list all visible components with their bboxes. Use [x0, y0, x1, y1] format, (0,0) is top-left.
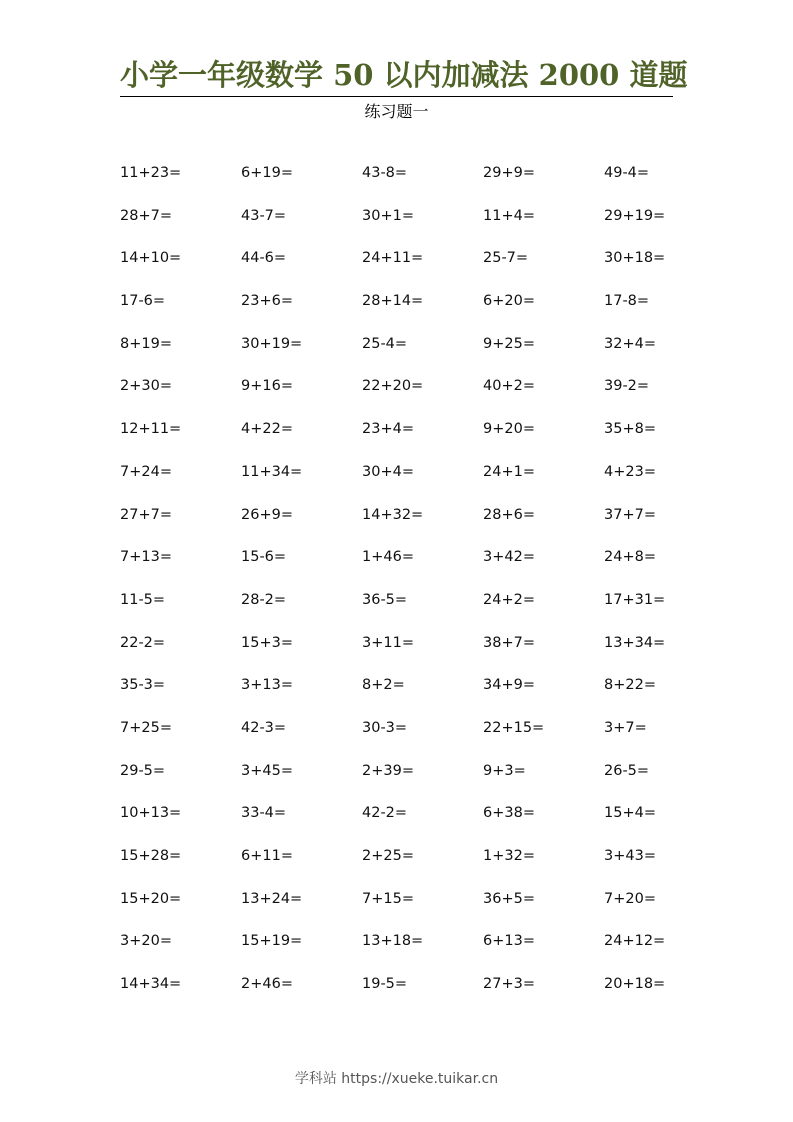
problem-item: 35+8=: [604, 421, 656, 438]
problem-item: 20+18=: [604, 976, 666, 993]
problem-item: 9+16=: [241, 378, 293, 395]
problem-row: [120, 203, 725, 246]
problem-item: 44-6=: [241, 250, 287, 267]
problem-item: 6+19=: [241, 165, 293, 181]
problem-item: 10+13=: [120, 805, 182, 822]
problem-item: 11-5=: [120, 591, 166, 608]
page-title: 小学一年级数学 50 以内加减法 2000 道题: [120, 58, 688, 92]
problem-row: [120, 928, 725, 971]
problem-item: 40+2=: [483, 378, 535, 395]
problem-item: 30+4=: [362, 463, 414, 480]
problem-item: 6+20=: [483, 293, 535, 310]
problem-item: 3+7=: [604, 719, 647, 736]
problem-item: 15+19=: [241, 933, 303, 950]
problem-item: 36-5=: [362, 591, 408, 608]
problem-row: [120, 630, 725, 673]
problem-item: 17-6=: [120, 293, 166, 310]
problem-item: 24+11=: [362, 250, 424, 267]
footer-source: 学科站 https://xueke.tuikar.cn: [294, 1071, 499, 1087]
problem-item: 3+11=: [362, 634, 414, 651]
problem-row: [120, 971, 725, 1014]
problem-item: 36+5=: [483, 890, 535, 907]
problem-item: 6+38=: [483, 805, 535, 822]
problem-item: 23+6=: [241, 293, 293, 310]
problem-item: 2+25=: [362, 848, 414, 864]
problem-item: 3+43=: [604, 848, 656, 864]
problem-item: 1+32=: [483, 848, 535, 864]
problem-item: 25-7=: [483, 250, 529, 267]
problem-item: 39-2=: [604, 378, 650, 395]
problem-item: 30+18=: [604, 250, 666, 267]
problem-item: 29+9=: [483, 165, 535, 181]
problem-item: 27+3=: [483, 976, 535, 993]
problem-item: 28+6=: [483, 506, 535, 523]
problem-row: [120, 160, 725, 203]
problem-item: 8+22=: [604, 677, 656, 694]
problem-item: 43-8=: [362, 165, 408, 181]
problem-item: 11+4=: [483, 207, 535, 224]
problem-row: [120, 502, 725, 545]
problem-item: 9+25=: [483, 335, 535, 352]
problem-item: 43-7=: [241, 207, 287, 224]
problem-item: 7+15=: [362, 890, 414, 907]
problem-row: [120, 886, 725, 929]
problem-item: 15+3=: [241, 634, 293, 651]
problem-grid: [120, 160, 725, 1014]
problem-item: 12+11=: [120, 421, 182, 438]
problem-item: 8+19=: [120, 335, 172, 352]
problem-item: 30+19=: [241, 335, 303, 352]
problem-item: 3+45=: [241, 762, 293, 779]
problem-item: 25-4=: [362, 335, 408, 352]
problem-item: 7+13=: [120, 549, 172, 566]
problem-item: 9+3=: [483, 762, 526, 779]
problem-item: 19-5=: [362, 976, 408, 993]
problem-item: 13+18=: [362, 933, 424, 950]
problem-item: 33-4=: [241, 805, 287, 822]
problem-item: 14+10=: [120, 250, 182, 267]
problem-item: 13+24=: [241, 890, 303, 907]
problem-item: 3+42=: [483, 549, 535, 566]
problem-item: 37+7=: [604, 506, 656, 523]
problem-row: [120, 715, 725, 758]
problem-item: 28-2=: [241, 591, 287, 608]
problem-row: [120, 544, 725, 587]
problem-item: 26-5=: [604, 762, 650, 779]
problem-item: 3+20=: [120, 933, 172, 950]
problem-item: 28+14=: [362, 293, 424, 310]
problem-item: 11+34=: [241, 463, 303, 480]
problem-item: 2+39=: [362, 762, 414, 779]
problem-item: 28+7=: [120, 207, 172, 224]
problem-item: 24+8=: [604, 549, 656, 566]
problem-item: 6+11=: [241, 848, 293, 864]
problem-item: 26+9=: [241, 506, 293, 523]
problem-row: [120, 800, 725, 843]
problem-item: 30-3=: [362, 719, 408, 736]
problem-item: 24+12=: [604, 933, 666, 950]
problem-row: [120, 245, 725, 288]
problem-item: 30+1=: [362, 207, 414, 224]
problem-item: 35-3=: [120, 677, 166, 694]
problem-item: 7+20=: [604, 890, 656, 907]
problem-item: 2+46=: [241, 976, 293, 993]
problem-item: 7+25=: [120, 719, 172, 736]
problem-item: 23+4=: [362, 421, 414, 438]
problem-item: 15+4=: [604, 805, 656, 822]
problem-item: 13+34=: [604, 634, 666, 651]
problem-row: [120, 672, 725, 715]
problem-item: 4+22=: [241, 421, 293, 438]
title-divider: [120, 96, 673, 97]
problem-item: 32+4=: [604, 335, 656, 352]
problem-item: 4+23=: [604, 463, 656, 480]
problem-row: [120, 288, 725, 331]
problem-item: 22+15=: [483, 719, 545, 736]
problem-item: 34+9=: [483, 677, 535, 694]
problem-row: [120, 758, 725, 801]
problem-item: 8+2=: [362, 677, 405, 694]
problem-item: 9+20=: [483, 421, 535, 438]
problem-item: 15+28=: [120, 848, 182, 864]
problem-item: 7+24=: [120, 463, 172, 480]
problem-item: 6+13=: [483, 933, 535, 950]
problem-item: 22-2=: [120, 634, 166, 651]
problem-item: 22+20=: [362, 378, 424, 395]
problem-item: 14+32=: [362, 506, 424, 523]
problem-row: [120, 373, 725, 416]
problem-row: [120, 587, 725, 630]
problem-item: 1+46=: [362, 549, 414, 566]
problem-item: 17+31=: [604, 591, 666, 608]
problem-item: 24+2=: [483, 591, 535, 608]
problem-row: [120, 843, 725, 886]
problem-item: 15+20=: [120, 890, 182, 907]
problem-item: 42-3=: [241, 719, 287, 736]
problem-item: 42-2=: [362, 805, 408, 822]
problem-item: 15-6=: [241, 549, 287, 566]
problem-item: 27+7=: [120, 506, 172, 523]
problem-row: [120, 416, 725, 459]
problem-row: [120, 459, 725, 502]
problem-item: 24+1=: [483, 463, 535, 480]
problem-item: 29-5=: [120, 762, 166, 779]
problem-item: 14+34=: [120, 976, 182, 993]
problem-item: 2+30=: [120, 378, 172, 395]
problem-row: [120, 331, 725, 374]
problem-item: 17-8=: [604, 293, 650, 310]
problem-item: 11+23=: [120, 165, 182, 181]
problem-item: 38+7=: [483, 634, 535, 651]
exercise-subtitle: 练习题一: [364, 102, 429, 121]
problem-item: 3+13=: [241, 677, 293, 694]
problem-item: 49-4=: [604, 165, 650, 181]
problem-item: 29+19=: [604, 207, 666, 224]
